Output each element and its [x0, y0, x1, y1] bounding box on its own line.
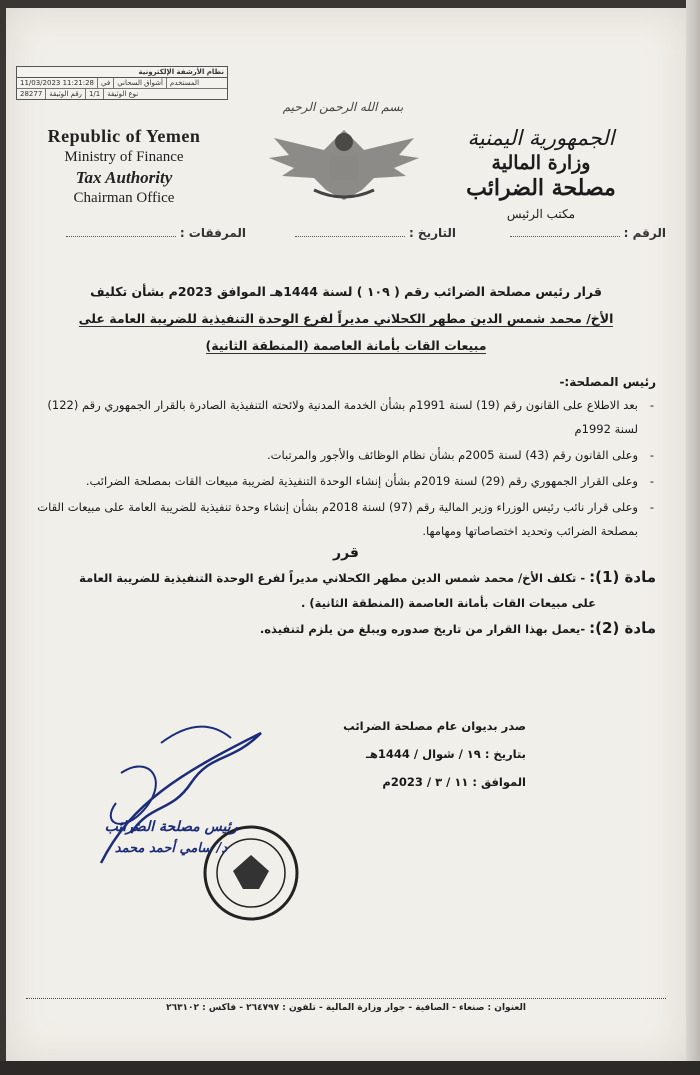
en-ministry: Ministry of Finance	[64, 149, 184, 165]
preamble-item: - وعلى القانون رقم (43) لسنة 2005م بشأن نظام الوظائف والأجور والمرتبات.	[36, 443, 656, 467]
article-1	[36, 565, 656, 616]
article-1-continuation: على مبيعات القات بأمانة العاصمة (المنطقة الثانية) .	[301, 596, 596, 610]
article-1-text: - تكلف الأخ/ محمد شمس الدين مطهر الكحلاني مديراً لفرع الوحدة التنفيذية للضريبة العامة	[79, 571, 586, 585]
attachments-label: المرفقات :	[179, 226, 246, 240]
ar-office: مكتب الرئيس	[506, 207, 576, 221]
signature-text	[66, 816, 276, 860]
en-country: Republic of Yemen	[47, 126, 201, 146]
ref-label: الرقم :	[623, 226, 666, 240]
issuance-block	[306, 712, 526, 796]
attachments-field	[62, 226, 246, 240]
english-letterhead	[24, 126, 224, 207]
decision-line-1: قرار رئيس مصلحة الضرائب رقم ( ١٠٩ ) لسنة 1444هـ الموافق 2023م بشأن تكليف	[90, 284, 602, 299]
archive-row	[17, 78, 227, 89]
archive-doctype-label: نوع الوثيقة	[103, 89, 141, 99]
photo-edge	[686, 0, 700, 1075]
photo-bottom-edge	[0, 1061, 700, 1075]
preamble-item: - وعلى قرار نائب رئيس الوزراء وزير المالية رقم (97) لسنة 2018م بشأن إنشاء وحدة تنفيذية للضريبة العامة على مبيعات القات بمصلحة الضرائب وتحديد اختصاصاتها ومهامها.	[36, 495, 656, 543]
en-authority: Tax Authority	[75, 168, 173, 187]
date-field	[291, 226, 456, 240]
decision-line-2: الأخ/ محمد شمس الدين مطهر الكحلاني مديراً لفرع الوحدة التنفيذية للضريبة العامة على	[78, 311, 614, 326]
ar-authority: مصلحة الضرائب	[466, 175, 616, 201]
preamble-list	[36, 393, 656, 543]
article-2	[36, 616, 656, 642]
article-2-text: -يعمل بهذا القرار من تاريخ صدوره ويبلغ من يلزم لتنفيذه.	[259, 622, 586, 636]
archive-stamp	[16, 66, 228, 100]
ref-field	[506, 226, 666, 240]
archive-date-value: 11/03/2023 11:21:28	[20, 79, 95, 87]
archive-row	[17, 89, 227, 99]
preamble-item: - وعلى القرار الجمهوري رقم (29) لسنة 2019م بشأن إنشاء الوحدة التنفيذية لضريبة مبيعات القات بمصلحة الضرائب.	[36, 469, 656, 493]
preamble-item: - بعد الاطلاع على القانون رقم (19) لسنة 1991م بشأن الخدمة المدنية ولائحته التنفيذية الصادرة بالقرار الجمهوري رقم (122) لسنة 1992م	[36, 393, 656, 441]
hijri-date: بتاريخ : ١٩ / شوال / 1444هـ	[366, 747, 526, 761]
yemen-eagle-emblem-icon	[264, 120, 424, 206]
gregorian-date: الموافق : ١١ / ٣ / 2023م	[382, 775, 526, 789]
decision-line-3: مبيعات القات بأمانة العاصمة (المنطقة الثانية)	[205, 338, 487, 353]
document-page	[6, 8, 686, 1063]
archive-doctype-value: 1/1	[85, 89, 103, 99]
archive-date-label: في	[97, 78, 113, 88]
issued-at: صدر بديوان عام مصلحة الضرائب	[343, 719, 526, 733]
ar-ministry: وزارة المالية	[491, 152, 591, 174]
archive-docno-label: رقم الوثيقة	[45, 89, 85, 99]
ar-country: الجمهورية اليمنية	[467, 126, 615, 150]
decides-heading: قرر	[333, 545, 359, 561]
arabic-letterhead	[436, 126, 646, 221]
article-1-label: مادة (1):	[589, 568, 656, 586]
issuer-heading: رئيس المصلحة:-	[559, 375, 656, 389]
article-2-label: مادة (2):	[589, 619, 656, 637]
decision-title	[36, 278, 656, 359]
en-office: Chairman Office	[73, 190, 175, 206]
archive-docno-value: 28277	[20, 90, 43, 98]
basmala: بسم الله الرحمن الرحيم	[282, 100, 404, 114]
archive-user-value: أشواق السحاني	[113, 78, 166, 88]
reference-line	[26, 226, 666, 248]
archive-user-label: المستخدم	[166, 78, 202, 88]
date-label: التاريخ :	[408, 226, 456, 240]
signatory-title: رئيس مصلحة الضرائب	[104, 819, 238, 835]
archive-title: نظام الأرشفة الإلكترونية	[17, 67, 227, 78]
footer-address: العنوان : صنعاء - الصافية - جوار وزارة المالية - تلفون : ٢٦٤٧٩٧ - فاكس : ٢٦٣١٠٢	[26, 998, 666, 1013]
signatory-name: د/ سامي أحمد محمد	[114, 841, 228, 856]
decision-body	[36, 278, 656, 642]
